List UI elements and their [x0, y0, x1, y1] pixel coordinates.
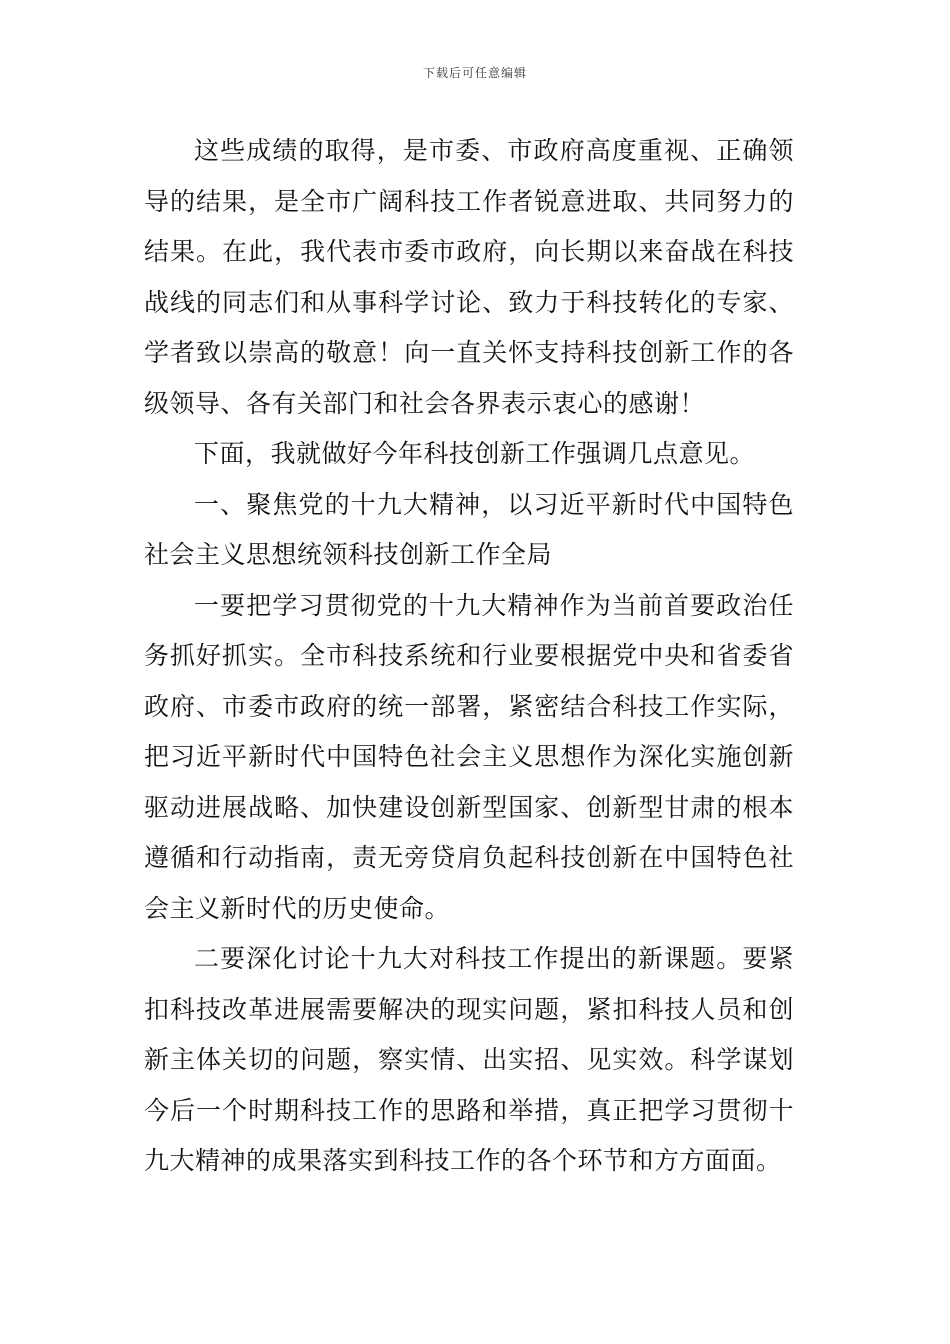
- paragraph-acknowledgement: 这些成绩的取得，是市委、市政府高度重视、正确领导的结果，是全市广阔科技工作者锐意进取、共同努力的结果。在此，我代表市委市政府，向长期以来奋战在科技战线的同志们和从事科学讨论、致力于科技转化的专家、学者致以崇高的敬意！向一直关怀支持科技创新工作的各级领导、各有关部门和社会各界表示衷心的感谢！: [144, 136, 794, 418]
- document-body: [144, 126, 794, 1187]
- paragraph-point-1: 一要把学习贯彻党的十九大精神作为当前首要政治任务抓好抓实。全市科技系统和行业要根据党中央和省委省政府、市委市政府的统一部署，紧密结合科技工作实际，把习近平新时代中国特色社会主义思想作为深化实施创新驱动进展战略、加快建设创新型国家、创新型甘肃的根本遵循和行动指南，责无旁贷肩负起科技创新在中国特色社会主义新时代的历史使命。: [144, 590, 794, 923]
- section-heading-1: 一、聚焦党的十九大精神，以习近平新时代中国特色社会主义思想统领科技创新工作全局: [144, 489, 794, 569]
- paragraph-intro: 下面，我就做好今年科技创新工作强调几点意见。: [194, 439, 756, 468]
- page-header: 下载后可任意编辑: [422, 66, 527, 80]
- paragraph-point-2: 二要深化讨论十九大对科技工作提出的新课题。要紧扣科技改革进展需要解决的现实问题，紧扣科技人员和创新主体关切的问题，察实情、出实招、见实效。科学谋划今后一个时期科技工作的思路和举措，真正把学习贯彻十九大精神的成果落实到科技工作的各个环节和方方面面。: [144, 944, 794, 1175]
